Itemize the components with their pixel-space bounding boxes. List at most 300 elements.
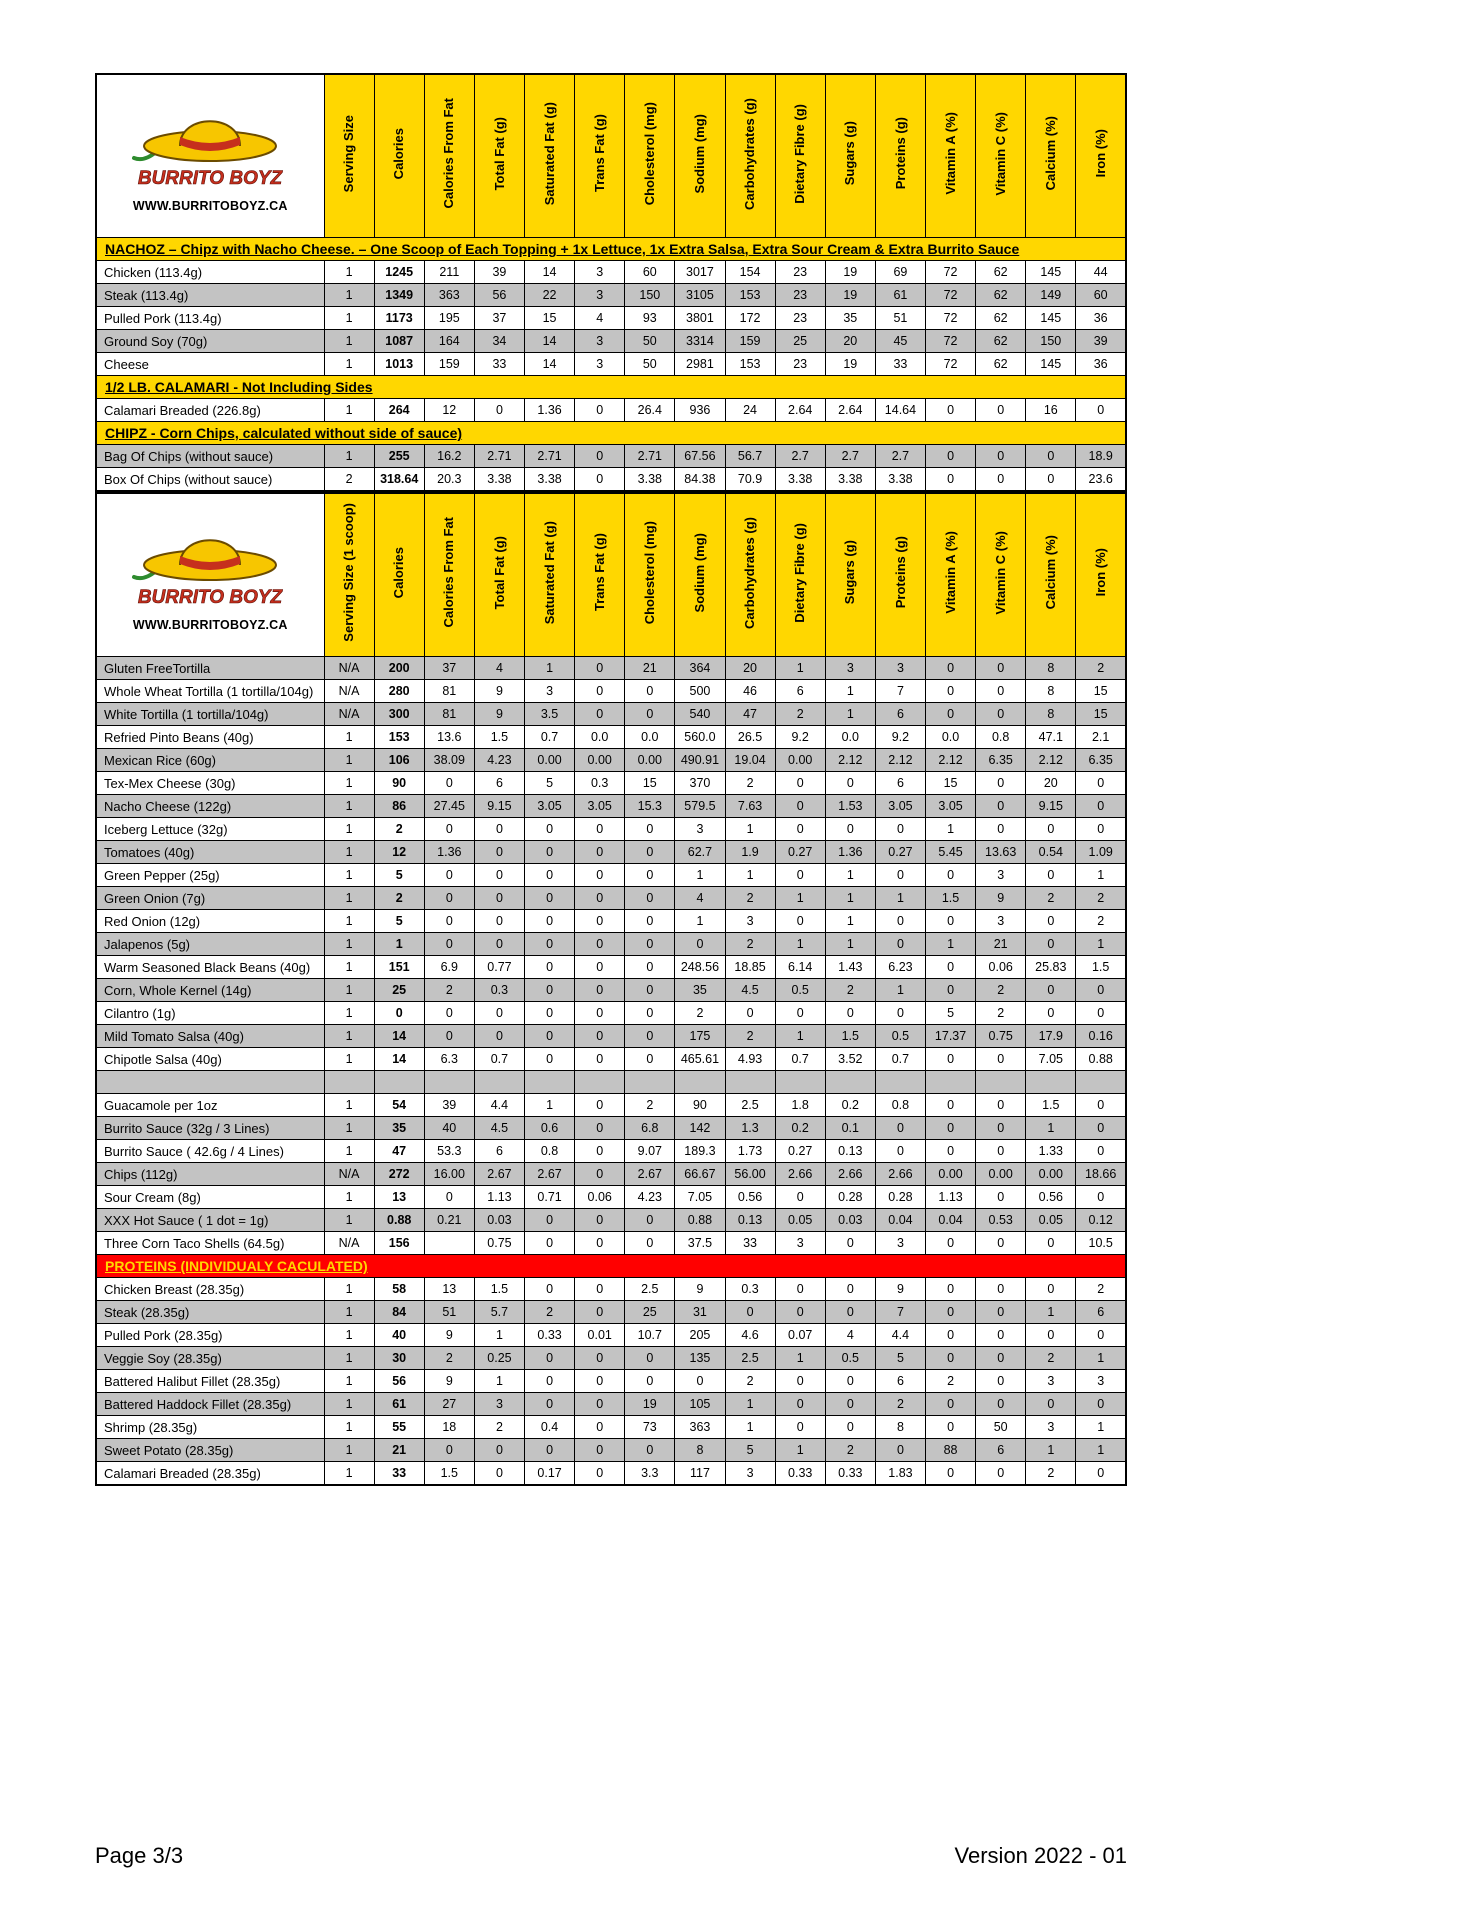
nutrient-value: 0 <box>1026 979 1076 1002</box>
column-header: Cholesterol (mg) <box>625 493 675 657</box>
nutrient-value: 6 <box>875 1370 925 1393</box>
nutrient-value: 0 <box>625 818 675 841</box>
serving-size-value: 1 <box>324 399 374 422</box>
serving-size-value: 1 <box>324 979 374 1002</box>
nutrient-value: 0 <box>1076 1002 1126 1025</box>
nutrient-value: 153 <box>374 726 424 749</box>
nutrient-value: 9 <box>424 1324 474 1347</box>
spacer-row <box>96 1071 1126 1094</box>
nutrient-value: 0 <box>424 933 474 956</box>
nutrient-value: 4 <box>675 887 725 910</box>
serving-size-value: 1 <box>324 1002 374 1025</box>
nutrient-value: 90 <box>675 1094 725 1117</box>
nutrient-value: 0 <box>474 887 524 910</box>
nutrient-value: 0 <box>926 864 976 887</box>
nutrient-value: 35 <box>374 1117 424 1140</box>
nutrient-value: 0.7 <box>875 1048 925 1071</box>
nutrient-value: 0 <box>525 979 575 1002</box>
food-name: Battered Halibut Fillet (28.35g) <box>96 1370 324 1393</box>
nutrient-value: 0 <box>825 818 875 841</box>
nutrient-value: 0 <box>1076 1393 1126 1416</box>
food-row <box>96 399 1126 422</box>
nutrient-value: 1 <box>725 1393 775 1416</box>
nutrient-value: 0.04 <box>875 1209 925 1232</box>
nutrient-value: 1.53 <box>825 795 875 818</box>
nutrient-value: 0.8 <box>976 726 1026 749</box>
nutrient-value: 2 <box>1076 910 1126 933</box>
nutrient-value: 56.00 <box>725 1163 775 1186</box>
nutrient-value: 0 <box>775 864 825 887</box>
nutrient-value: 5 <box>374 864 424 887</box>
food-name: Calamari Breaded (28.35g) <box>96 1462 324 1486</box>
nutrient-value: 0 <box>976 1140 1026 1163</box>
nutrient-value: 579.5 <box>675 795 725 818</box>
nutrient-value: 0 <box>625 864 675 887</box>
nutrient-value: 0 <box>474 399 524 422</box>
nutrient-value: 0 <box>926 956 976 979</box>
nutrient-value: 0 <box>474 818 524 841</box>
nutrient-value: 0.75 <box>976 1025 1026 1048</box>
nutrient-value: 0.8 <box>875 1094 925 1117</box>
nutrient-value: 39 <box>424 1094 474 1117</box>
nutrient-value: 5 <box>926 1002 976 1025</box>
nutrient-value: 0.17 <box>525 1462 575 1486</box>
section-header-row <box>96 238 1126 261</box>
nutrient-value: 1 <box>1076 1347 1126 1370</box>
nutrient-value: 81 <box>424 703 474 726</box>
burrito-boyz-logo <box>99 80 322 232</box>
nutrient-value: 465.61 <box>675 1048 725 1071</box>
nutrient-value: 164 <box>424 330 474 353</box>
nutrient-value: 0.7 <box>474 1048 524 1071</box>
nutrient-value: 0.00 <box>1026 1163 1076 1186</box>
nutrient-value: 2 <box>1026 1462 1076 1486</box>
food-row <box>96 1347 1126 1370</box>
nutrient-value: 2 <box>725 887 775 910</box>
nutrient-value: 0 <box>525 1048 575 1071</box>
nutrient-value: 25 <box>775 330 825 353</box>
nutrient-value: 0 <box>1026 1232 1076 1255</box>
nutrient-value: 0 <box>575 399 625 422</box>
nutrient-value: 20.3 <box>424 468 474 492</box>
nutrient-value: 2.7 <box>825 445 875 468</box>
nutrient-value: 81 <box>424 680 474 703</box>
section-header-row <box>96 422 1126 445</box>
column-header: Trans Fat (g) <box>575 493 625 657</box>
food-row <box>96 703 1126 726</box>
nutrient-value: 2 <box>725 1025 775 1048</box>
food-row <box>96 864 1126 887</box>
nutrient-value: 1 <box>1076 864 1126 887</box>
nutrient-value: 0.3 <box>725 1278 775 1301</box>
nutrient-value: 0 <box>1076 818 1126 841</box>
nutrient-value: 6 <box>775 680 825 703</box>
nutrient-value: 3801 <box>675 307 725 330</box>
nutrient-value: 0 <box>976 657 1026 680</box>
column-header: Dietary Fibre (g) <box>775 493 825 657</box>
nutrient-value: 153 <box>725 284 775 307</box>
nutrient-value: 12 <box>374 841 424 864</box>
nutrient-value: 0.53 <box>976 1209 1026 1232</box>
nutrient-value: 13.63 <box>976 841 1026 864</box>
brand-name: BURRITO BOYZ <box>138 586 283 608</box>
nutrition-table-2 <box>95 492 1127 1486</box>
nutrient-value: 0 <box>825 1370 875 1393</box>
nutrient-value: 9 <box>675 1278 725 1301</box>
column-header: Saturated Fat (g) <box>525 493 575 657</box>
nutrient-value: 3.3 <box>625 1462 675 1486</box>
nutrient-value: 9.07 <box>625 1140 675 1163</box>
nutrient-value: 0 <box>625 1048 675 1071</box>
version-label: Version 2022 - 01 <box>954 1843 1127 1868</box>
nutrient-value: 0.07 <box>775 1324 825 1347</box>
nutrient-value: 0 <box>926 910 976 933</box>
nutrient-value: 4.5 <box>474 1117 524 1140</box>
nutrient-value: 2.66 <box>875 1163 925 1186</box>
page-number: Page 3/3 <box>95 1843 184 1868</box>
nutrient-value: 0.06 <box>976 956 1026 979</box>
nutrient-value: 4.6 <box>725 1324 775 1347</box>
nutrient-value: 0 <box>575 933 625 956</box>
nutrient-value: 3105 <box>675 284 725 307</box>
nutrient-value: 1.9 <box>725 841 775 864</box>
serving-size-value: 1 <box>324 1140 374 1163</box>
nutrient-value: 16 <box>1026 399 1076 422</box>
nutrient-value: 9 <box>875 1278 925 1301</box>
nutrient-value: 0 <box>525 864 575 887</box>
nutrient-value: 145 <box>1026 307 1076 330</box>
nutrient-value: 1 <box>926 933 976 956</box>
nutrient-value: 175 <box>675 1025 725 1048</box>
nutrient-value: 5 <box>875 1347 925 1370</box>
nutrient-value: 200 <box>374 657 424 680</box>
nutrient-value: 2 <box>725 1370 775 1393</box>
nutrient-value: 14.64 <box>875 399 925 422</box>
column-header: Trans Fat (g) <box>575 74 625 238</box>
nutrient-value: 3 <box>976 864 1026 887</box>
nutrient-value: 1 <box>825 910 875 933</box>
food-name: Calamari Breaded (226.8g) <box>96 399 324 422</box>
food-name: Sweet Potato (28.35g) <box>96 1439 324 1462</box>
nutrient-value: 15.3 <box>625 795 675 818</box>
nutrient-value: 1 <box>675 864 725 887</box>
nutrient-value: 2.12 <box>926 749 976 772</box>
food-name: Mild Tomato Salsa (40g) <box>96 1025 324 1048</box>
nutrient-value: 0 <box>525 956 575 979</box>
food-row <box>96 1163 1126 1186</box>
nutrient-value: 2.66 <box>825 1163 875 1186</box>
nutrient-value: 0 <box>575 1209 625 1232</box>
nutrient-value: 20 <box>825 330 875 353</box>
nutrient-value: 39 <box>474 261 524 284</box>
nutrient-value: 0.33 <box>825 1462 875 1486</box>
nutrient-value: 0 <box>625 1370 675 1393</box>
nutrient-value: 0 <box>775 1370 825 1393</box>
nutrient-value: 8 <box>1026 680 1076 703</box>
nutrient-value: 0 <box>625 703 675 726</box>
nutrient-value: 3.05 <box>575 795 625 818</box>
nutrient-value: 1 <box>825 703 875 726</box>
nutrient-value: 0 <box>976 1347 1026 1370</box>
nutrient-value: 0 <box>525 1278 575 1301</box>
column-header: Total Fat (g) <box>474 493 524 657</box>
nutrient-value: 0 <box>976 1117 1026 1140</box>
nutrient-value: 1 <box>775 1439 825 1462</box>
nutrient-value: 0 <box>575 841 625 864</box>
nutrient-value: 0 <box>1026 1324 1076 1347</box>
nutrient-value: 0 <box>976 1462 1026 1486</box>
nutrient-value: 3 <box>775 1232 825 1255</box>
tables-host <box>95 73 1127 1486</box>
nutrient-value: 0 <box>976 1393 1026 1416</box>
nutrient-value: 255 <box>374 445 424 468</box>
food-name: Three Corn Taco Shells (64.5g) <box>96 1232 324 1255</box>
food-row <box>96 680 1126 703</box>
nutrient-value: 56 <box>374 1370 424 1393</box>
nutrient-value: 0 <box>575 818 625 841</box>
nutrient-value: 8 <box>875 1416 925 1439</box>
nutrient-value: 18.66 <box>1076 1163 1126 1186</box>
nutrient-value: 33 <box>725 1232 775 1255</box>
food-row <box>96 933 1126 956</box>
nutrient-value: 1.5 <box>1076 956 1126 979</box>
nutrient-value: 1.36 <box>424 841 474 864</box>
nutrient-value: 25 <box>625 1301 675 1324</box>
nutrient-value: 37 <box>474 307 524 330</box>
nutrient-value: 2.64 <box>825 399 875 422</box>
food-row <box>96 1002 1126 1025</box>
nutrient-value: 0 <box>875 1140 925 1163</box>
nutrient-value: 106 <box>374 749 424 772</box>
nutrient-value: 0 <box>926 445 976 468</box>
nutrient-value: 195 <box>424 307 474 330</box>
nutrient-value: 154 <box>725 261 775 284</box>
nutrient-value: 0 <box>926 1048 976 1071</box>
nutrient-value: 1 <box>775 1347 825 1370</box>
food-row <box>96 284 1126 307</box>
nutrient-value: 105 <box>675 1393 725 1416</box>
food-name: Warm Seasoned Black Beans (40g) <box>96 956 324 979</box>
nutrient-value: 3.38 <box>875 468 925 492</box>
nutrient-value: 0 <box>775 818 825 841</box>
nutrient-value: 1.33 <box>1026 1140 1076 1163</box>
nutrient-value: 2.67 <box>625 1163 675 1186</box>
nutrient-value: 0.01 <box>575 1324 625 1347</box>
nutrient-value: 0 <box>525 1025 575 1048</box>
nutrient-value: 0 <box>1026 1278 1076 1301</box>
nutrient-value: 0.27 <box>875 841 925 864</box>
serving-size-value: 1 <box>324 1025 374 1048</box>
food-name: Steak (113.4g) <box>96 284 324 307</box>
column-header: Vitamin C (%) <box>976 493 1026 657</box>
food-name: Steak (28.35g) <box>96 1301 324 1324</box>
nutrient-value: 0 <box>976 399 1026 422</box>
logo-cell <box>96 493 324 657</box>
nutrient-value: 3.38 <box>474 468 524 492</box>
nutrient-value: 1349 <box>374 284 424 307</box>
food-name: Refried Pinto Beans (40g) <box>96 726 324 749</box>
food-name: Red Onion (12g) <box>96 910 324 933</box>
nutrient-value: 36 <box>1076 353 1126 376</box>
nutrient-value: 0 <box>424 910 474 933</box>
nutrient-value: 2 <box>374 887 424 910</box>
nutrient-value: 21 <box>625 657 675 680</box>
serving-size-value: N/A <box>324 657 374 680</box>
nutrient-value: 0.88 <box>675 1209 725 1232</box>
nutrient-value: 0 <box>775 1002 825 1025</box>
nutrient-value: 0 <box>525 818 575 841</box>
nutrient-value: 3.38 <box>775 468 825 492</box>
nutrient-value: 27 <box>424 1393 474 1416</box>
nutrient-value: 2.12 <box>825 749 875 772</box>
nutrient-value: 1.13 <box>474 1186 524 1209</box>
nutrient-value: 189.3 <box>675 1140 725 1163</box>
nutrient-value: 0 <box>926 703 976 726</box>
nutrient-value: 2.67 <box>525 1163 575 1186</box>
nutrient-value: 25.83 <box>1026 956 1076 979</box>
nutrient-value: 9.2 <box>875 726 925 749</box>
nutrient-value: 40 <box>374 1324 424 1347</box>
nutrient-value: 0 <box>825 1301 875 1324</box>
nutrient-value: 0 <box>825 772 875 795</box>
nutrient-value: 0 <box>976 1232 1026 1255</box>
nutrient-value: 0 <box>575 1462 625 1486</box>
nutrient-value: 1 <box>825 680 875 703</box>
nutrient-value: 1 <box>926 818 976 841</box>
nutrient-value: 0 <box>926 1416 976 1439</box>
nutrient-value: 50 <box>625 353 675 376</box>
nutrient-value: 0 <box>775 1393 825 1416</box>
nutrient-value: 3 <box>875 1232 925 1255</box>
serving-size-value: 1 <box>324 330 374 353</box>
serving-size-value: 1 <box>324 818 374 841</box>
nutrient-value: 84 <box>374 1301 424 1324</box>
nutrient-value: 318.64 <box>374 468 424 492</box>
food-name: Jalapenos (5g) <box>96 933 324 956</box>
nutrient-value: 7.05 <box>1026 1048 1076 1071</box>
nutrient-value: 0.3 <box>575 772 625 795</box>
nutrient-value: 4.23 <box>625 1186 675 1209</box>
nutrient-value: 0 <box>474 933 524 956</box>
nutrient-value: 0 <box>1076 979 1126 1002</box>
nutrient-value: 0 <box>625 956 675 979</box>
food-row <box>96 818 1126 841</box>
nutrient-value: 21 <box>374 1439 424 1462</box>
nutrient-value: 0 <box>474 1462 524 1486</box>
nutrient-value: 145 <box>1026 261 1076 284</box>
nutrient-value: 0 <box>1076 1186 1126 1209</box>
serving-size-value: 1 <box>324 261 374 284</box>
section-title: CHIPZ - Corn Chips, calculated without side of sauce) <box>105 425 463 441</box>
nutrient-value: 0.88 <box>1076 1048 1126 1071</box>
nutrient-value: 0 <box>1076 1462 1126 1486</box>
nutrient-value: 5.45 <box>926 841 976 864</box>
nutrient-value: 0.6 <box>525 1117 575 1140</box>
nutrient-value: 280 <box>374 680 424 703</box>
nutrient-value: 1 <box>525 1094 575 1117</box>
serving-size-value: 1 <box>324 1370 374 1393</box>
nutrient-value: 53.3 <box>424 1140 474 1163</box>
food-row <box>96 1209 1126 1232</box>
nutrient-value: 9 <box>474 680 524 703</box>
nutrient-value: 0 <box>926 1232 976 1255</box>
nutrient-value: 0.75 <box>474 1232 524 1255</box>
food-row <box>96 1094 1126 1117</box>
nutrient-value: 2 <box>1076 887 1126 910</box>
serving-size-value: 1 <box>324 1439 374 1462</box>
nutrient-value: 54 <box>374 1094 424 1117</box>
food-row <box>96 1439 1126 1462</box>
nutrient-value: 0 <box>575 887 625 910</box>
column-header: Proteins (g) <box>875 493 925 657</box>
nutrient-value: 6.8 <box>625 1117 675 1140</box>
nutrient-value: 0.06 <box>575 1186 625 1209</box>
nutrient-value: 0 <box>575 1301 625 1324</box>
nutrient-value: 0 <box>775 1278 825 1301</box>
nutrient-value: 0 <box>976 468 1026 492</box>
column-header: Sodium (mg) <box>675 74 725 238</box>
nutrient-value: 0 <box>575 1048 625 1071</box>
nutrient-value: 0 <box>725 1301 775 1324</box>
food-row <box>96 749 1126 772</box>
column-header: Cholesterol (mg) <box>625 74 675 238</box>
food-name: Guacamole per 1oz <box>96 1094 324 1117</box>
nutrient-value: 5 <box>374 910 424 933</box>
nutrient-value: 0.0 <box>625 726 675 749</box>
nutrient-value: 172 <box>725 307 775 330</box>
nutrient-value: 4.4 <box>875 1324 925 1347</box>
nutrient-value: 2 <box>725 933 775 956</box>
nutrient-value: 117 <box>675 1462 725 1486</box>
nutrient-value: 363 <box>424 284 474 307</box>
nutrient-value: 3 <box>825 657 875 680</box>
nutrient-value: 0.8 <box>525 1140 575 1163</box>
food-row <box>96 772 1126 795</box>
food-row <box>96 1393 1126 1416</box>
brand-name: BURRITO BOYZ <box>138 167 283 189</box>
nutrient-value: 20 <box>725 657 775 680</box>
nutrient-value: 0 <box>525 887 575 910</box>
nutrient-value: 7 <box>875 1301 925 1324</box>
nutrient-value: 1.13 <box>926 1186 976 1209</box>
nutrient-value: 0 <box>825 1393 875 1416</box>
serving-size-value: 1 <box>324 910 374 933</box>
food-name: Chips (112g) <box>96 1163 324 1186</box>
column-header: Sugars (g) <box>825 493 875 657</box>
nutrient-value: 1 <box>374 933 424 956</box>
nutrient-value: 14 <box>374 1048 424 1071</box>
nutrient-value: 2.71 <box>525 445 575 468</box>
nutrient-value: 0 <box>575 1416 625 1439</box>
food-name: Nacho Cheese (122g) <box>96 795 324 818</box>
serving-size-value: 1 <box>324 887 374 910</box>
nutrient-value: 0 <box>474 1439 524 1462</box>
nutrient-value: 4.5 <box>725 979 775 1002</box>
nutrient-value: 1.36 <box>825 841 875 864</box>
nutrient-value: 0 <box>575 910 625 933</box>
nutrient-value: 6.14 <box>775 956 825 979</box>
nutrient-value: 4 <box>474 657 524 680</box>
nutrient-value: 0 <box>926 1301 976 1324</box>
nutrient-value: 1 <box>474 1324 524 1347</box>
nutrient-value: 1 <box>775 657 825 680</box>
nutrient-value: 2 <box>1026 1347 1076 1370</box>
food-name: Chicken (113.4g) <box>96 261 324 284</box>
nutrient-value: 26.5 <box>725 726 775 749</box>
nutrient-value: 0.71 <box>525 1186 575 1209</box>
nutrient-value: 50 <box>625 330 675 353</box>
nutrient-value: 0.0 <box>926 726 976 749</box>
